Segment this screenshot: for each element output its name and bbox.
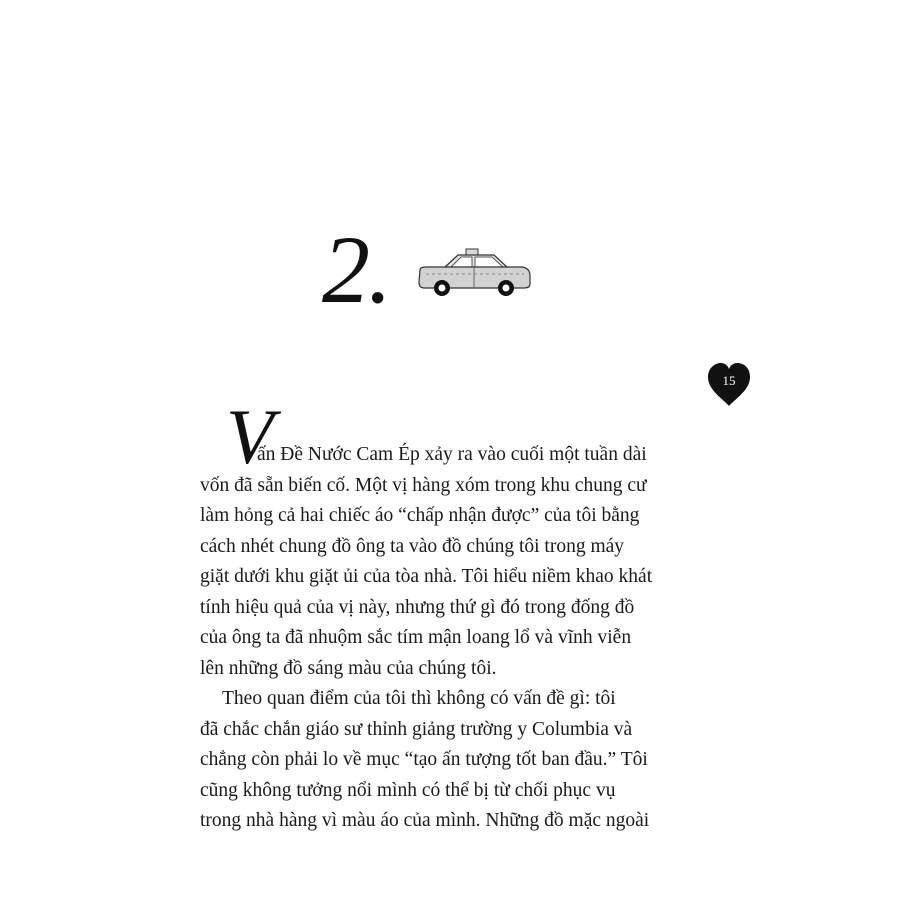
text-line: cũng không tưởng nổi mình có thể bị từ chối phục vụ: [200, 779, 616, 801]
text-line: trong nhà hàng vì màu áo của mình. Những đồ mặc ngoài: [200, 810, 650, 831]
text-line: giặt dưới khu giặt ủi của tòa nhà. Tôi hiểu niềm khao khát: [200, 566, 653, 587]
drop-cap: V: [226, 393, 274, 480]
chapter-number: 2.: [322, 216, 390, 323]
text-line: tính hiệu quả của vị này, nhưng thứ gì đó trong đống đồ: [200, 596, 635, 618]
page-number: 15: [722, 373, 736, 388]
text-line: chẳng còn phải lo về mục “tạo ấn tượng tốt ban đầu.” Tôi: [200, 749, 648, 770]
body-text: [200, 440, 700, 837]
text-line: lên những đồ sáng màu của chúng tôi.: [200, 657, 497, 679]
text-line: ấn Đề Nước Cam Ép xảy ra vào cuối một tuần dài: [257, 444, 647, 465]
text-line: cách nhét chung đồ ông ta vào đồ chúng tôi trong máy: [200, 535, 625, 557]
taxi-icon: [414, 244, 534, 300]
text-line: của ông ta đã nhuộm sắc tím mận loang lổ và vĩnh viễn: [200, 627, 632, 648]
text-line: làm hỏng cả hai chiếc áo “chấp nhận được” của tôi bằng: [200, 505, 640, 526]
text-line: vốn đã sẵn biến cố. Một vị hàng xóm trong khu chung cư: [200, 474, 647, 496]
text-line: Theo quan điểm của tôi thì không có vấn đề gì: tôi: [222, 688, 616, 709]
text-line: đã chắc chắn giáo sư thỉnh giảng trường y Columbia và: [200, 718, 633, 740]
